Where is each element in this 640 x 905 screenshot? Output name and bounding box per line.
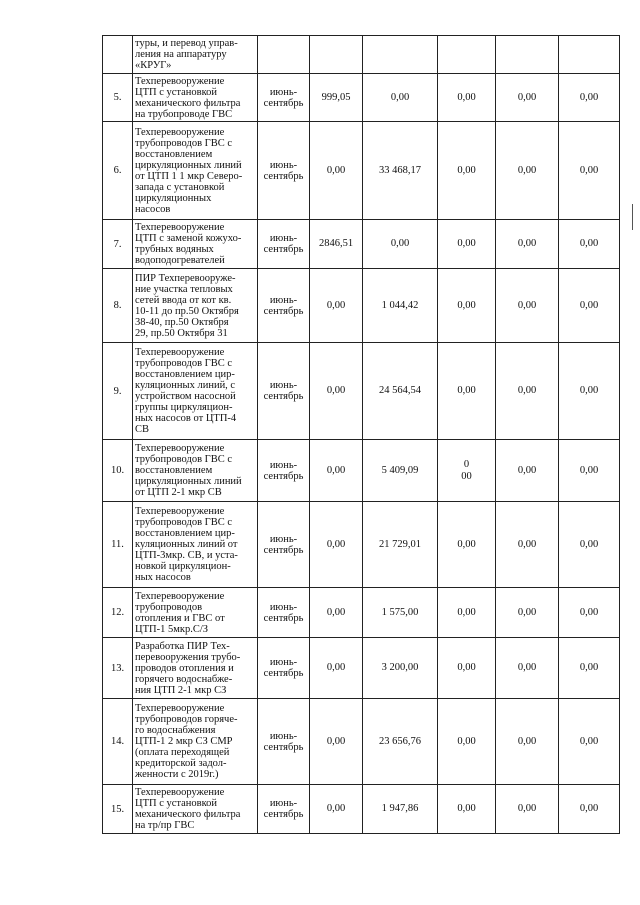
table-body (103, 36, 620, 834)
cell-value: 0,00 (579, 464, 599, 476)
cell-value: 0 00 (461, 458, 472, 482)
cell-value: 0,00 (579, 164, 599, 176)
cell-value: 0,00 (517, 464, 537, 476)
work-period: июнь- сентябрь (258, 343, 310, 440)
row-number: 7. (103, 220, 133, 269)
work-period: июнь- сентябрь (258, 122, 310, 220)
cell-value: 0,00 (457, 238, 476, 249)
row-number: 8. (103, 269, 133, 343)
value-col-5 (559, 122, 620, 220)
row-number: 9. (103, 343, 133, 440)
cell-value: 0,00 (517, 299, 537, 311)
cell-value: 0,00 (326, 662, 346, 673)
value-col-4 (496, 785, 559, 834)
value-col-1 (310, 343, 363, 440)
work-description: Техперевооружение трубопроводов ГВС с восстановлением цир- куляционных линий, с устройством насосной группы циркуляцион- ных насосов от ЦТП-4 СВ (133, 343, 258, 440)
cell-value: 0,00 (326, 464, 346, 476)
row-number: 5. (103, 74, 133, 122)
work-description: Разработка ПИР Тех- перевооружения трубо- проводов отопления и горячего водоснабже- ния ЦТП 2-1 мкр СЗ (133, 638, 258, 699)
value-col-2 (363, 638, 438, 699)
work-period: июнь- сентябрь (258, 588, 310, 638)
cell-value: 0,00 (457, 606, 476, 618)
value-col-3 (438, 502, 496, 588)
value-col-4 (496, 74, 559, 122)
value-col-1 (310, 220, 363, 269)
cell-value: 0,00 (517, 538, 537, 550)
value-col-1 (310, 440, 363, 502)
row-number: 13. (103, 638, 133, 699)
value-col-2 (363, 502, 438, 588)
work-description: Техперевооружение трубопроводов отопления и ГВС от ЦТП-1 5мкр.С/З (133, 588, 258, 638)
cell-value: 999,05 (321, 91, 351, 103)
value-col-2 (363, 36, 438, 74)
work-period: июнь- сентябрь (258, 220, 310, 269)
cell-value: 0,00 (517, 238, 537, 249)
value-col-1 (310, 74, 363, 122)
value-col-4 (496, 699, 559, 785)
value-col-3 (438, 74, 496, 122)
table-row (103, 699, 620, 785)
value-col-3 (438, 122, 496, 220)
value-col-4 (496, 502, 559, 588)
value-col-1 (310, 502, 363, 588)
work-description: Техперевооружение ЦТП с установкой механического фильтра на тр/пр ГВС (133, 785, 258, 834)
cell-value: 0,00 (457, 91, 476, 103)
cell-value: 0,00 (579, 662, 599, 673)
cell-value: 0,00 (517, 385, 537, 396)
row-number: 10. (103, 440, 133, 502)
value-col-5 (559, 343, 620, 440)
value-col-5 (559, 269, 620, 343)
value-col-5 (559, 74, 620, 122)
table-row (103, 502, 620, 588)
cell-value: 0,00 (326, 299, 346, 311)
cell-value: 24 564,54 (379, 385, 421, 396)
table-row (103, 36, 620, 74)
value-col-4 (496, 122, 559, 220)
margin-mark (632, 204, 633, 230)
work-description: Техперевооружение ЦТП с установкой механического фильтра на трубопроводе ГВС (133, 74, 258, 122)
value-col-3 (438, 36, 496, 74)
value-col-2 (363, 588, 438, 638)
cell-value: 0,00 (390, 91, 410, 103)
cell-value: 2846,51 (318, 238, 354, 249)
cell-value: 33 468,17 (379, 164, 421, 176)
cell-value: 0,00 (457, 164, 476, 176)
work-period: июнь- сентябрь (258, 699, 310, 785)
row-number: 12. (103, 588, 133, 638)
cell-value: 0,00 (517, 662, 537, 673)
cell-value: 0,00 (579, 91, 599, 103)
table-row (103, 122, 620, 220)
value-col-3 (438, 220, 496, 269)
work-description: Техперевооружение трубопроводов горяче- го водоснабжения ЦТП-1 2 мкр СЗ СМР (оплата переходящей кредиторской задол- женности с 2019г.) (133, 699, 258, 785)
work-description: Техперевооружение трубопроводов ГВС с восстановлением цир- куляционных линий от ЦТП-3мкр. СВ, и уста- новкой циркуляцион- ных насосов (133, 502, 258, 588)
work-period: июнь- сентябрь (258, 74, 310, 122)
row-number: 15. (103, 785, 133, 834)
value-col-5 (559, 588, 620, 638)
value-col-1 (310, 588, 363, 638)
cell-value: 1 947,86 (381, 803, 419, 814)
cell-value: 1 575,00 (381, 606, 419, 618)
cell-value: 5 409,09 (381, 464, 419, 476)
value-col-5 (559, 638, 620, 699)
cell-value: 0,00 (457, 385, 476, 396)
cell-value: 0,00 (326, 385, 346, 396)
table-row (103, 269, 620, 343)
work-description: Техперевооружение ЦТП с заменой кожухо- трубных водяных водоподогревателей (133, 220, 258, 269)
value-col-4 (496, 343, 559, 440)
cell-value: 0,00 (517, 606, 537, 618)
value-col-4 (496, 220, 559, 269)
row-number (103, 36, 133, 74)
cell-value: 0,00 (579, 538, 599, 550)
value-col-2 (363, 343, 438, 440)
work-period: июнь- сентябрь (258, 638, 310, 699)
value-col-3 (438, 440, 496, 502)
table-row (103, 440, 620, 502)
table-row (103, 638, 620, 699)
value-col-4 (496, 440, 559, 502)
work-description: Техперевооружение трубопроводов ГВС с восстановлением циркуляционных линий от ЦТП 2-1 мкр СВ (133, 440, 258, 502)
cell-value: 0,00 (326, 803, 346, 814)
cell-value: 0,00 (579, 385, 599, 396)
cell-value: 0,00 (457, 662, 476, 673)
value-col-4 (496, 638, 559, 699)
value-col-2 (363, 122, 438, 220)
value-col-2 (363, 269, 438, 343)
value-col-5 (559, 36, 620, 74)
value-col-3 (438, 785, 496, 834)
value-col-1 (310, 785, 363, 834)
value-col-5 (559, 785, 620, 834)
value-col-2 (363, 699, 438, 785)
work-period: июнь- сентябрь (258, 785, 310, 834)
work-description: ПИР Техперевооруже- ние участка тепловых сетей ввода от кот кв. 10-11 до пр.50 Октября 38-40, пр.50 Октября 29, пр.50 Октября 31 (133, 269, 258, 343)
cell-value: 0,00 (326, 735, 346, 747)
value-col-5 (559, 502, 620, 588)
cell-value: 3 200,00 (381, 662, 419, 673)
cell-value: 0,00 (579, 299, 599, 311)
value-col-5 (559, 220, 620, 269)
value-col-3 (438, 343, 496, 440)
table-row (103, 343, 620, 440)
work-description: Техперевооружение трубопроводов ГВС с восстановлением циркуляционных линий от ЦТП 1 1 мкр Северо- запада с установкой циркуляционных насосов (133, 122, 258, 220)
cell-value: 0,00 (517, 164, 537, 176)
work-description: туры, и перевод управ- ления на аппаратуру «КРУГ» (133, 36, 258, 74)
cell-value: 0,00 (457, 735, 476, 747)
value-col-1 (310, 638, 363, 699)
value-col-1 (310, 122, 363, 220)
table-row (103, 588, 620, 638)
value-col-4 (496, 36, 559, 74)
value-col-3 (438, 638, 496, 699)
work-period: июнь- сентябрь (258, 440, 310, 502)
cell-value: 0,00 (326, 164, 346, 176)
value-col-2 (363, 440, 438, 502)
row-number: 11. (103, 502, 133, 588)
cell-value: 0,00 (579, 238, 599, 249)
cell-value: 0,00 (517, 803, 537, 814)
cell-value: 0,00 (390, 238, 410, 249)
table-row (103, 785, 620, 834)
cell-value: 0,00 (457, 299, 476, 311)
table-row (103, 220, 620, 269)
value-col-2 (363, 74, 438, 122)
cell-value: 0,00 (517, 735, 537, 747)
work-period (258, 36, 310, 74)
cell-value: 1 044,42 (381, 299, 419, 311)
cell-value: 0,00 (457, 538, 476, 550)
budget-table (102, 35, 620, 834)
table-row (103, 74, 620, 122)
value-col-4 (496, 269, 559, 343)
row-number: 6. (103, 122, 133, 220)
work-period: июнь- сентябрь (258, 269, 310, 343)
cell-value: 0,00 (579, 735, 599, 747)
row-number: 14. (103, 699, 133, 785)
value-col-5 (559, 440, 620, 502)
value-col-1 (310, 269, 363, 343)
work-period: июнь- сентябрь (258, 502, 310, 588)
cell-value: 21 729,01 (379, 538, 421, 550)
value-col-2 (363, 785, 438, 834)
value-col-1 (310, 699, 363, 785)
cell-value: 0,00 (517, 91, 537, 103)
cell-value: 0,00 (579, 803, 599, 814)
cell-value: 23 656,76 (379, 735, 421, 747)
value-col-5 (559, 699, 620, 785)
cell-value: 0,00 (326, 606, 346, 618)
cell-value: 0,00 (326, 538, 346, 550)
value-col-3 (438, 588, 496, 638)
cell-value: 0,00 (457, 803, 476, 814)
value-col-1 (310, 36, 363, 74)
value-col-2 (363, 220, 438, 269)
value-col-4 (496, 588, 559, 638)
cell-value: 0,00 (579, 606, 599, 618)
value-col-3 (438, 269, 496, 343)
value-col-3 (438, 699, 496, 785)
